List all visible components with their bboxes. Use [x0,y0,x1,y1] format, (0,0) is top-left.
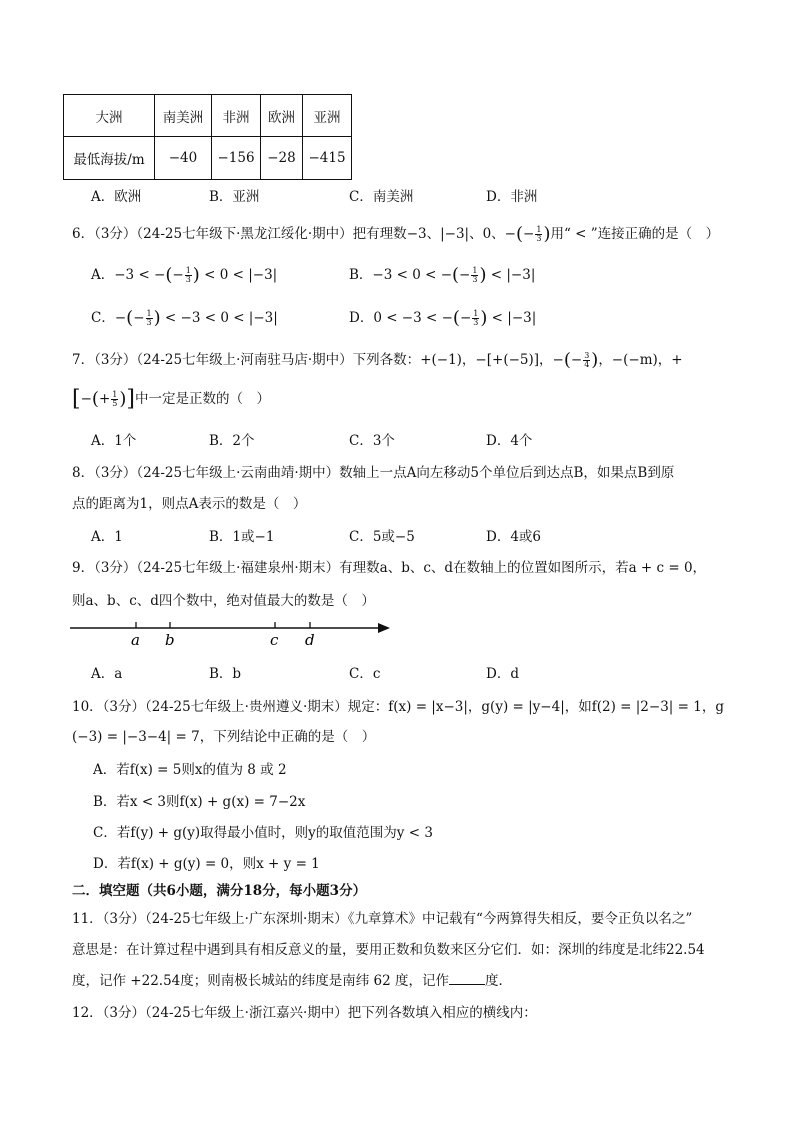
table-cell: −415 [303,137,352,180]
q7-option-c: C．3个 [349,433,395,449]
q7-stem-line2: [−(+ $\frac{1}{5}$ )]中一定是正数的（ ） [72,386,270,412]
q6-nums: −3、|−3|、0、− [406,226,516,242]
q9-option-c: C．c [349,666,381,682]
altitude-table [63,94,352,180]
q7-option-b: B．2个 [209,433,255,449]
table-header-cell: 非洲 [212,95,261,137]
q8-option-d: D．4或6 [486,529,542,545]
table-header-cell: 亚洲 [303,95,352,137]
q8-stem-line2: 点的距离为1，则点A表示的数是（ ） [72,496,307,512]
table-row-label: 最低海拔/m [64,137,155,180]
q11-stem-line2: 意思是：在计算过程中遇到具有相反意义的量，要用正数和负数来区分它们．如：深圳的纬度是北纬22.54 [72,942,705,958]
q9-stem-line2: 则a、b、c、d四个数中，绝对值最大的数是（ ） [72,593,375,609]
q8-option-a: A．1 [91,529,123,545]
q10-option-a: A．若f(x) = 5则x的值为 8 或 2 [93,762,287,778]
q6-option-c: C．−(− $\frac{1}{3}$ ) < −3 < 0 < |−3| [91,307,278,329]
q5-option-a: A．欧洲 [91,189,142,205]
point-label-d: d [305,631,315,649]
number-line-figure [66,612,396,652]
table-header-cell: 欧洲 [261,95,303,137]
point-label-a: a [131,631,140,649]
q10-stem-line1: 10．（3分）（24-25七年级上·贵州遵义·期末）规定：f(x) = |x−3|，g(y) = |y−4|，如f(2) = |2−3| = 1，g [72,699,724,715]
q7-stem-line1: 7．（3分）（24-25七年级上·河南驻马店·期中）下列各数：+(−1)，−[+(−5)]，−(− $\frac{3}{4}$ )，−(−m)，+ [72,349,683,371]
q7-option-d: D．4个 [486,433,533,449]
q7-option-a: A．1个 [91,433,137,449]
q10-option-d: D．若f(x) + g(y) = 0，则x + y = 1 [93,856,320,872]
q5-option-d: D．非洲 [486,189,538,205]
table-header-cell: 大洲 [64,95,155,137]
table-header-cell: 南美洲 [155,95,212,137]
q12-stem-line1: 12．（3分）（24-25七年级上·浙江嘉兴·期中）把下列各数填入相应的横线内： [72,1005,537,1021]
table-cell: −40 [155,137,212,180]
q6-fraction: $\frac{1}{3}$ [536,225,542,243]
point-label-b: b [165,631,175,649]
q6-stem: 6．（3分）（24-25七年级下·黑龙江绥化·期中）把有理数−3、|−3|、0、−(− $\frac{1}{3}$ )用“ < ”连接正确的是（ ） [72,223,720,245]
section-title: 二．填空题（共6小题，满分18分，每小题3分） [72,883,367,899]
q10-option-b: B．若x < 3则f(x) + g(x) = 7−2x [93,794,306,810]
number-line-arrow [378,623,390,633]
q6-suffix: 用“ < ”连接正确的是（ ） [550,226,720,242]
q11-stem-line3: 度，记作 +22.54度；则南极长城站的纬度是南纬 62 度，记作 度． [72,973,513,989]
q5-option-c: C．南美洲 [349,189,414,205]
answer-blank[interactable] [449,972,485,985]
q10-option-c: C．若f(y) + g(y)取得最小值时，则y的取值范围为y < 3 [93,825,433,841]
q8-option-c: C．5或−5 [349,529,415,545]
q6-option-d: D．0 < −3 < −(− $\frac{1}{3}$ ) < |−3| [349,307,537,329]
q9-option-a: A．a [91,666,123,682]
table-cell: −156 [212,137,261,180]
table-cell: −28 [261,137,303,180]
q9-stem-line1: 9．（3分）（24-25七年级上·福建泉州·期末）有理数a、b、c、d在数轴上的位置如图所示，若a + c = 0， [72,560,707,576]
point-label-c: c [270,631,279,649]
q10-stem-line2: (−3) = |−3−4| = 7，下列结论中正确的是（ ） [72,729,376,745]
q9-option-b: B．b [209,666,242,682]
q5-option-b: B．亚洲 [209,189,260,205]
q11-stem-line1: 11．（3分）（24-25七年级上·广东深圳·期末）《九章算术》中记载有“今两算得失相反，要令正负以名之” [72,911,693,927]
q6-prefix: 6．（3分）（24-25七年级下·黑龙江绥化·期中）把有理数 [72,226,407,242]
q8-option-b: B．1或−1 [209,529,275,545]
q9-option-d: D．d [486,666,519,682]
q6-option-b: B．−3 < 0 < −(− $\frac{1}{3}$ ) < |−3| [349,264,536,286]
q8-stem-line1: 8．（3分）（24-25七年级上·云南曲靖·期中）数轴上一点A向左移动5个单位后到达点B，如果点B到原 [72,465,675,481]
q6-option-a: A．−3 < −(− $\frac{1}{3}$ ) < 0 < |−3| [91,264,278,286]
table-header-row [64,95,352,137]
table-row [64,137,352,180]
